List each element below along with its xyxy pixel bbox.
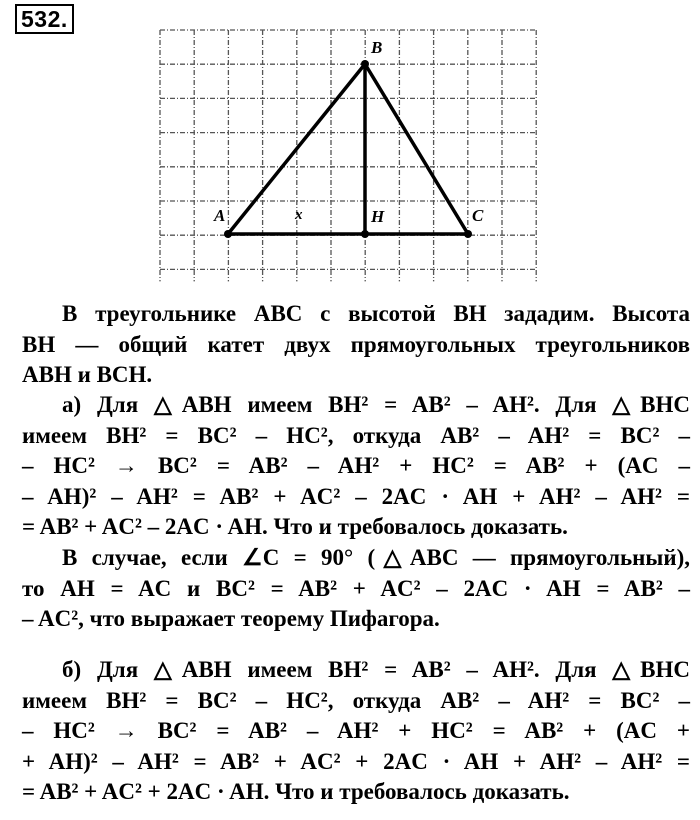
text-line: = AB² + AC² + 2AC · AH. Что и требовалось доказать. — [22, 779, 570, 804]
text-line: + AH)² – AH² = AB² + AC² + 2AC · AH + AH² – AH² = — [22, 748, 690, 774]
text-line: BH — общий катет двух прямоугольных треугольников — [22, 331, 690, 357]
part-b-paragraph — [22, 655, 690, 808]
text-line: то AH = AC и BC² = AB² + AC² – 2AC · AH = AB² – — [22, 575, 690, 601]
problem-number: 532. — [15, 4, 74, 34]
text-line: ABH и BCH. — [22, 362, 153, 387]
part-a-paragraph — [22, 390, 690, 543]
text-line: = AB² + AC² – 2AC · AH. Что и требовалось доказать. — [22, 514, 568, 539]
text-line: имеем BH² = BC² – HC², откуда AB² – AH² = BC² – — [22, 422, 690, 448]
label-a: A — [214, 206, 226, 225]
text-line: имеем BH² = BC² – HC², откуда AB² – AH² = BC² – — [22, 687, 690, 713]
point-a — [224, 230, 232, 238]
text-line: – AC², что выражает теорему Пифагора. — [22, 606, 440, 631]
label-b: B — [371, 38, 383, 57]
text-line: В треугольнике ABC с высотой BH зададим. Высота — [62, 301, 690, 326]
text-line: – HC² → BC² = AB² – AH² + HC² = AB² + (AC + — [22, 718, 690, 743]
label-h: H — [371, 207, 385, 226]
text-line: – AH)² – AH² = AB² + AC² – 2AC · AH + AH² – AH² = — [22, 483, 690, 509]
label-x: x — [295, 207, 303, 223]
triangle-diagram — [0, 0, 700, 290]
triangle — [228, 64, 468, 234]
grid — [160, 30, 536, 281]
note-paragraph — [22, 543, 690, 635]
text-line: – HC² → BC² = AB² – AH² + HC² = AB² + (AC – — [22, 453, 690, 478]
text-line: В случае, если ∠C = 90° (△ABC — прямоугольный), — [62, 545, 690, 570]
text-line: б) Для △ABH имеем BH² = AB² – AH². Для △BHC — [62, 657, 690, 682]
point-b — [361, 60, 369, 68]
point-c — [464, 230, 472, 238]
point-h — [361, 230, 369, 238]
label-c: C — [472, 206, 484, 225]
intro-paragraph — [22, 299, 690, 391]
text-line: а) Для △ABH имеем BH² = AB² – AH². Для △BHC — [62, 392, 690, 417]
